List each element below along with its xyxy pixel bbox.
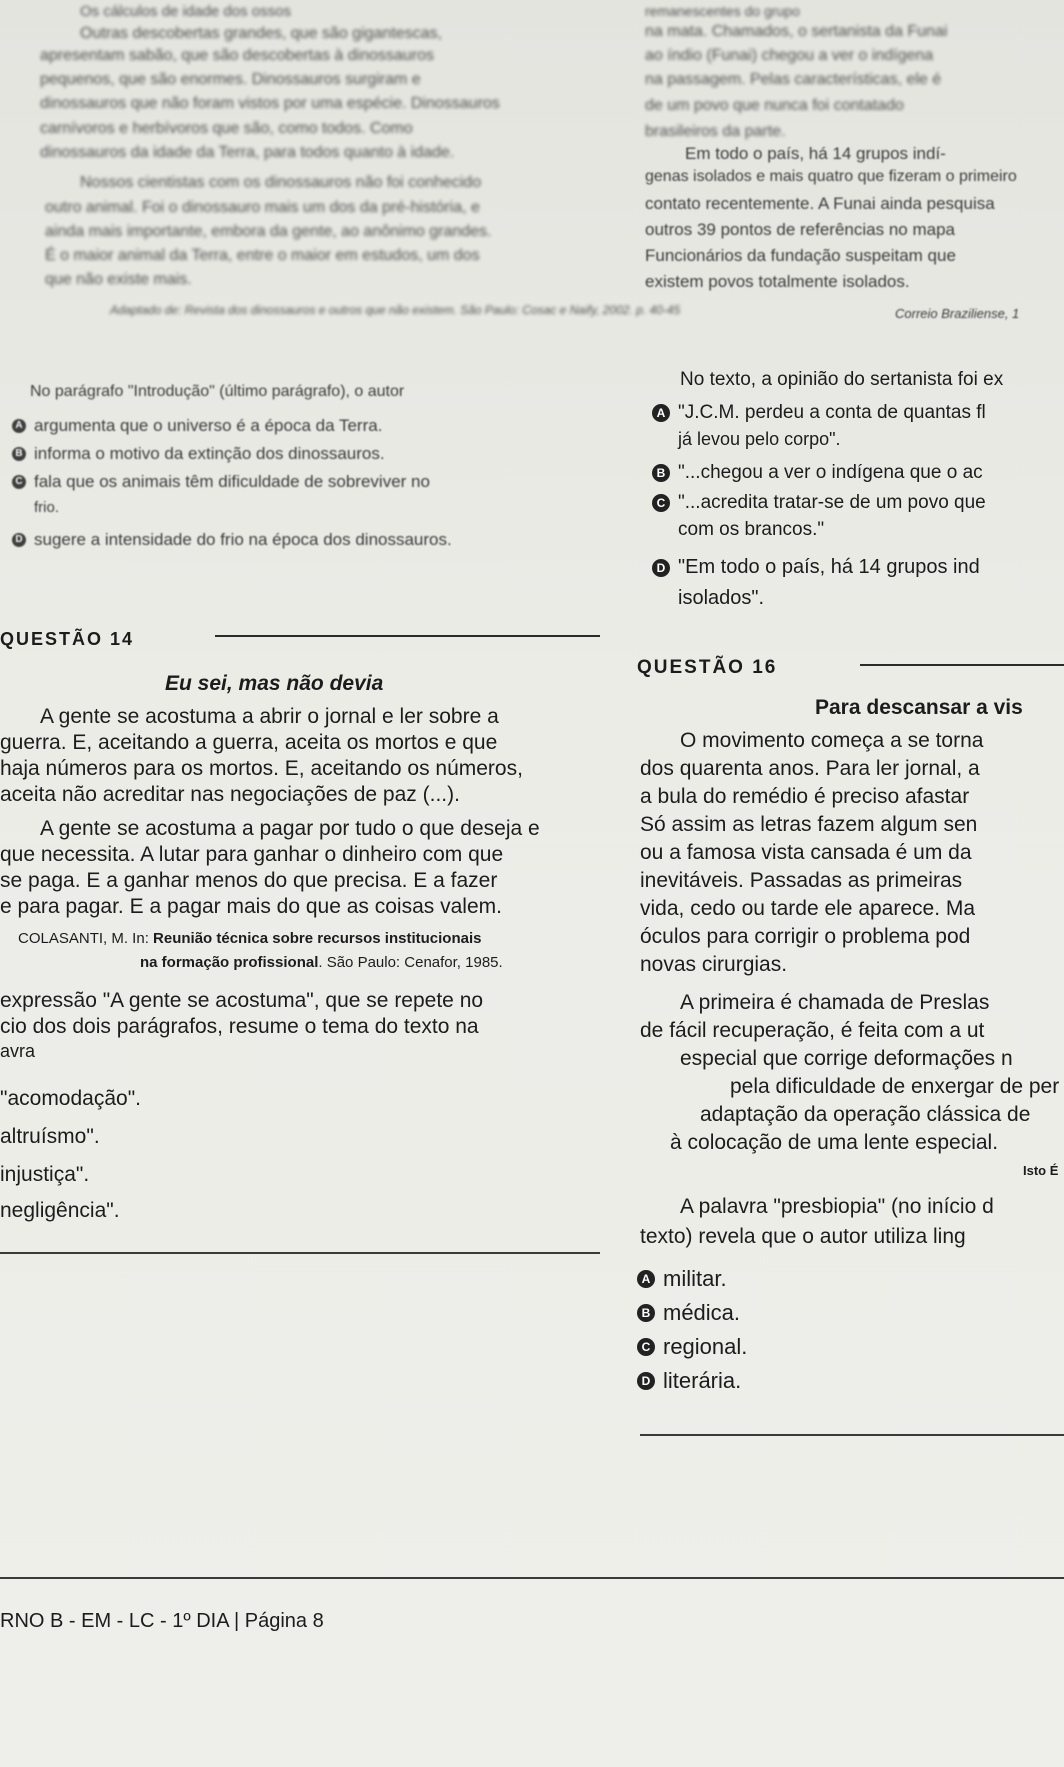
text-title: Eu sei, mas não devia — [165, 672, 384, 695]
text-line: carnívoros e herbívoros que são, como todos. Como — [40, 120, 413, 137]
option-letter-badge: D — [12, 533, 26, 547]
text-line: existem povos totalmente isolados. — [645, 272, 910, 291]
question-intro: No parágrafo "Introdução" (último parágrafo), o autor — [30, 383, 405, 400]
option-c[interactable] — [652, 492, 986, 514]
text-line: de fácil recuperação, é feita com a ut — [640, 1019, 985, 1042]
text-line: pela dificuldade de enxergar de per — [730, 1075, 1060, 1098]
text-line: Só assim as letras fazem algum sen — [640, 813, 978, 836]
question-14 — [0, 618, 610, 1222]
option-a[interactable] — [652, 402, 986, 424]
footer-divider — [0, 1577, 1064, 1579]
text-line: outro animal. Foi o dinossauro mais um dos da pré-história, e — [45, 199, 480, 216]
text-line: dos quarenta anos. Para ler jornal, a — [640, 757, 980, 780]
option-text: regional. — [663, 1334, 748, 1359]
option-letter-badge: A — [637, 1270, 655, 1288]
text-line: dinossauros que não foram vistos por uma espécie. Dinossauros — [40, 95, 500, 112]
option-a[interactable] — [12, 416, 382, 436]
option-b[interactable] — [637, 1300, 740, 1326]
text-title: Para descansar a vis — [815, 696, 1023, 719]
question-stem: A palavra "presbiopia" (no início d — [680, 1195, 994, 1218]
option-letter-badge: C — [637, 1338, 655, 1356]
text-line: adaptação da operação clássica de — [700, 1103, 1031, 1126]
option-a[interactable] — [637, 1266, 727, 1292]
divider — [640, 1434, 1064, 1436]
option-text: "...acredita tratar-se de um povo que — [678, 492, 986, 513]
source-citation: Correio Braziliense, 1 — [895, 306, 1020, 321]
source-title: na formação profissional — [140, 954, 319, 971]
question-stem: avra — [0, 1041, 36, 1061]
text-line: e para pagar. E a pagar mais do que as coisas valem. — [0, 895, 502, 918]
text-line: Em todo o país, há 14 grupos indí- — [685, 144, 946, 163]
text-line: inevitáveis. Passadas as primeiras — [640, 869, 963, 892]
option-continuation: já levou pelo corpo". — [678, 429, 841, 449]
source-rest: . São Paulo: Cenafor, 1985. — [318, 954, 503, 971]
question-heading: QUESTÃO 16 — [637, 657, 778, 678]
source-title: Reunião técnica sobre recursos institucionais — [153, 930, 482, 947]
source-citation: Isto É — [1023, 1163, 1059, 1178]
text-line: a bula do remédio é preciso afastar — [640, 785, 970, 808]
option-d[interactable]: negligência". — [0, 1199, 120, 1222]
option-text: médica. — [663, 1300, 741, 1325]
text-line: pequenos, que são enormes. Dinossauros surgiram e — [40, 71, 421, 88]
text-line: brasileiros da parte. — [645, 123, 786, 140]
text-line: novas cirurgias. — [640, 953, 788, 976]
option-b[interactable]: altruísmo". — [0, 1125, 100, 1148]
divider — [0, 1252, 600, 1254]
option-text: sugere a intensidade do frio na época dos dinossauros. — [34, 530, 452, 549]
question-16 — [625, 650, 1064, 1550]
source-author: COLASANTI, M. In: — [18, 930, 154, 947]
option-text: fala que os animais têm dificuldade de sobreviver no — [34, 472, 430, 491]
text-line: na passagem. Pelas características, ele é — [645, 71, 942, 88]
text-line: Funcionários da fundação suspeitam que — [645, 246, 956, 265]
option-text: literária. — [663, 1368, 742, 1393]
option-letter-badge: B — [637, 1304, 655, 1322]
text-line: remanescentes do grupo — [645, 3, 800, 19]
text-line: outros 39 pontos de referências no mapa — [645, 220, 955, 239]
option-text: informa o motivo da extinção dos dinossauros. — [34, 444, 385, 463]
source-citation — [18, 930, 481, 947]
text-line: guerra. E, aceitando a guerra, aceita os mortos e que — [0, 731, 498, 754]
text-line: óculos para corrigir o problema pod — [640, 925, 971, 948]
option-b[interactable] — [652, 462, 983, 484]
option-letter-badge: A — [12, 419, 26, 433]
heading-rule — [215, 635, 600, 637]
question-intro: No texto, a opinião do sertanista foi ex — [680, 369, 1004, 390]
text-line: apresentam sabão, que são descobertas à dinossauros — [40, 47, 435, 64]
option-letter-badge: A — [652, 404, 670, 422]
option-d[interactable] — [652, 556, 980, 579]
text-line: à colocação de uma lente especial. — [670, 1131, 999, 1154]
option-letter-badge: C — [652, 494, 670, 512]
option-continuation: isolados". — [678, 587, 765, 609]
option-a[interactable]: "acomodação". — [0, 1087, 141, 1110]
text-line: que não existe mais. — [45, 271, 192, 288]
page-footer: RNO B - EM - LC - 1º DIA | Página 8 — [0, 1610, 324, 1632]
text-line: genas isolados e mais quatro que fizeram o primeiro — [645, 168, 1017, 185]
option-d[interactable] — [637, 1368, 741, 1394]
option-text: "J.C.M. perdeu a conta de quantas fl — [678, 402, 986, 423]
option-d[interactable] — [12, 530, 452, 550]
text-line: A gente se acostuma a pagar por tudo o que deseja e — [40, 817, 540, 840]
text-line: se paga. E a ganhar menos do que precisa. E a fazer — [0, 869, 498, 892]
option-letter-badge: B — [12, 447, 26, 461]
option-text: militar. — [663, 1266, 727, 1291]
text-line: ou a famosa vista cansada é um da — [640, 841, 972, 864]
text-line: haja números para os mortos. E, aceitando os números, — [0, 757, 523, 780]
option-continuation: com os brancos." — [678, 519, 825, 540]
text-line: Os cálculos de idade dos ossos — [80, 3, 291, 20]
option-c[interactable]: injustiça". — [0, 1163, 90, 1186]
text-line: A gente se acostuma a abrir o jornal e ler sobre a — [40, 705, 499, 728]
option-b[interactable] — [12, 444, 385, 464]
option-letter-badge: B — [652, 464, 670, 482]
heading-rule — [860, 664, 1064, 666]
source-citation-2 — [140, 954, 503, 971]
option-letter-badge: D — [637, 1372, 655, 1390]
text-line: Outras descobertas grandes, que são gigantescas, — [80, 25, 442, 42]
option-letter-badge: D — [652, 559, 670, 577]
text-line: contato recentemente. A Funai ainda pesquisa — [645, 194, 995, 213]
question-heading: QUESTÃO 14 — [0, 629, 135, 649]
option-text: "...chegou a ver o indígena que o ac — [678, 462, 983, 483]
text-line: especial que corrige deformações n — [680, 1047, 1013, 1070]
text-line: na mata. Chamados, o sertanista da Funai — [645, 23, 948, 40]
text-line: vida, cedo ou tarde ele aparece. Ma — [640, 897, 976, 920]
option-text: "Em todo o país, há 14 grupos ind — [678, 556, 980, 578]
question-stem: cio dos dois parágrafos, resume o tema do texto na — [0, 1015, 479, 1038]
text-line: dinossauros da idade da Terra, para todos quanto à idade. — [40, 144, 455, 161]
text-line: O movimento começa a se torna — [680, 729, 984, 752]
text-line: ainda mais importante, embora da gente, ao anônimo grandes. — [45, 223, 492, 240]
text-line: de um povo que nunca foi contatado — [645, 97, 904, 114]
option-c[interactable] — [12, 472, 430, 492]
option-c[interactable] — [637, 1334, 747, 1360]
question-stem: expressão "A gente se acostuma", que se repete no — [0, 989, 484, 1012]
text-line: ao índio (Funai) chegou a ver o indígena — [645, 47, 934, 64]
text-line: A primeira é chamada de Preslas — [680, 991, 990, 1014]
option-letter-badge: C — [12, 475, 26, 489]
source-citation: Adaptado de: Revista dos dinossauros e outros que não existem. São Paulo: Cosac e Naify, 2002. p. 40-45 — [110, 303, 681, 317]
option-text: argumenta que o universo é a época da Terra. — [34, 416, 383, 435]
text-line: que necessita. A lutar para ganhar o dinheiro com que — [0, 843, 504, 866]
text-line: aceita não acreditar nas negociações de paz (...). — [0, 783, 460, 806]
option-continuation: frio. — [34, 499, 60, 516]
text-line: É o maior animal da Terra, entre o maior em estudos, um dos — [45, 247, 480, 264]
question-stem: texto) revela que o autor utiliza ling — [640, 1225, 966, 1248]
text-line: Nossos cientistas com os dinossauros não foi conhecido — [80, 174, 482, 191]
